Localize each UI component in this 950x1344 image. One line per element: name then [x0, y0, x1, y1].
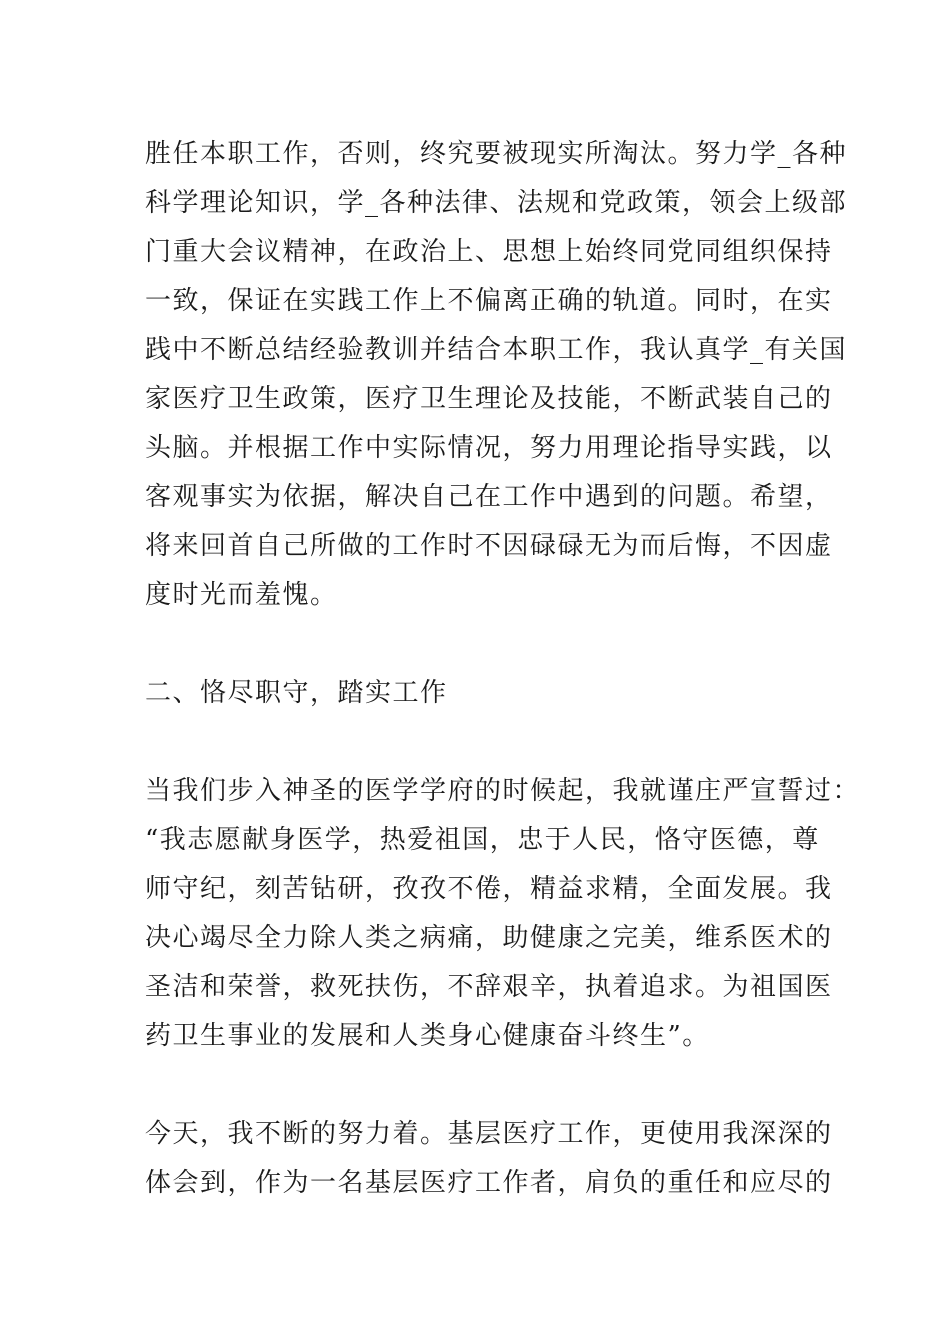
text-line: 师守纪，刻苦钻研，孜孜不倦，精益求精，全面发展。我 [145, 874, 833, 904]
text-line: 践中不断总结经验教训并结合本职工作，我认真学_有关国 [145, 335, 848, 365]
paragraph-1 [145, 130, 848, 620]
text-line: 一致，保证在实践工作上不偏离正确的轨道。同时，在实 [145, 286, 833, 316]
paragraph-3 [145, 1110, 833, 1208]
text-line: 将来回首自己所做的工作时不因碌碌无为而后悔，不因虚 [145, 531, 833, 561]
text-line: 科学理论知识，学_各种法律、法规和党政策，领会上级部 [145, 188, 848, 218]
text-line: 门重大会议精神，在政治上、思想上始终同党同组织保持 [145, 237, 833, 267]
section-heading: 二、恪尽职守，踏实工作 [145, 678, 448, 708]
text-line: 客观事实为依据，解决自己在工作中遇到的问题。希望， [145, 482, 833, 512]
paragraph-2 [145, 767, 861, 1061]
text-line: 当我们步入神圣的医学学府的时候起，我就谨庄严宣誓过： [145, 776, 861, 806]
text-line: 决心竭尽全力除人类之病痛，助健康之完美，维系医术的 [145, 923, 833, 953]
text-line: 头脑。并根据工作中实际情况，努力用理论指导实践，以 [145, 433, 833, 463]
paragraph-spacer [145, 620, 810, 669]
text-line: 圣洁和荣誉，救死扶伤，不辞艰辛，执着追求。为祖国医 [145, 972, 833, 1002]
text-line: 今天，我不断的努力着。基层医疗工作，更使用我深深的 [145, 1119, 833, 1149]
text-line: 药卫生事业的发展和人类身心健康奋斗终生”。 [145, 1021, 710, 1051]
document-body [145, 130, 861, 1208]
text-line: 度时光而羞愧。 [145, 580, 338, 610]
text-line: 胜任本职工作，否则，终究要被现实所淘汰。努力学_各种 [145, 139, 848, 169]
text-line: “我志愿献身医学，热爱祖国，忠于人民，恪守医德，尊 [145, 825, 820, 855]
text-line: 体会到，作为一名基层医疗工作者，肩负的重任和应尽的 [145, 1168, 833, 1198]
paragraph-spacer [145, 718, 810, 767]
text-line: 家医疗卫生政策，医疗卫生理论及技能，不断武装自己的 [145, 384, 833, 414]
paragraph-spacer [145, 1061, 810, 1110]
